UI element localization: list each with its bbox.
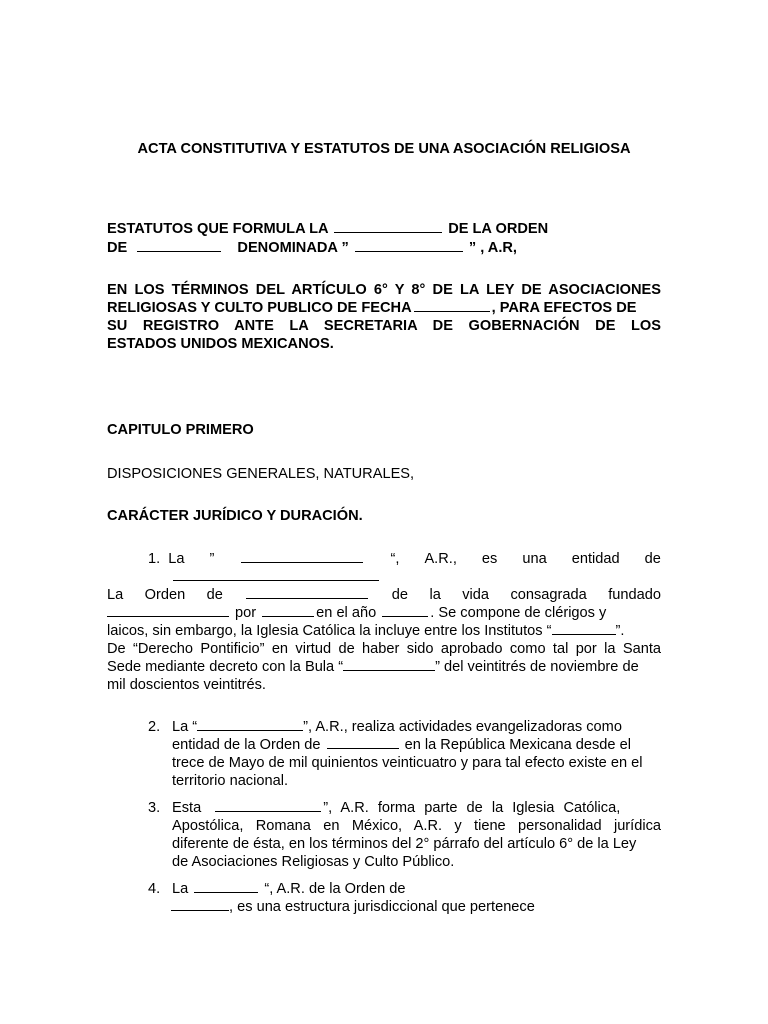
header-text: DE LA ORDEN	[448, 221, 549, 237]
item-2-line-2	[172, 736, 631, 754]
item-text: en la República Mexicana desde el	[404, 737, 631, 753]
item-3-line-1	[172, 799, 661, 817]
item-text: “, A.R. de la Orden de	[264, 881, 406, 897]
blank-field[interactable]	[107, 604, 229, 617]
blank-field[interactable]	[241, 550, 363, 563]
header-text: DENOMINADA ”	[237, 240, 349, 256]
list-number: 1.	[148, 551, 161, 567]
item-text: consagrada	[510, 587, 587, 603]
blank-field[interactable]	[246, 586, 368, 599]
item-text: laicos, sin embargo, la Iglesia Católica la incluye entre los Institutos “	[107, 623, 552, 639]
item-1-line-4	[107, 604, 606, 622]
blank-field[interactable]	[197, 718, 303, 731]
item-text: entidad de la Orden de	[172, 737, 321, 753]
item-text: A.R.,	[424, 551, 457, 567]
terms-line-2	[107, 299, 661, 317]
item-text: en el año	[316, 605, 377, 621]
item-text: “,	[390, 551, 400, 567]
item-text: Esta	[172, 800, 202, 816]
item-text: por	[235, 605, 257, 621]
blank-field[interactable]	[137, 239, 221, 252]
terms-line-4: ESTADOS UNIDOS MEXICANOS.	[107, 336, 334, 352]
item-4-line-1	[172, 880, 406, 898]
item-text: de	[644, 551, 661, 567]
blank-field[interactable]	[343, 658, 435, 671]
item-text: La	[107, 587, 124, 603]
terms-line-3: SU REGISTRO ANTE LA SECRETARIA DE GOBERNACIÓN DE LOS	[107, 318, 661, 334]
item-text: . Se compone de clérigos y	[430, 605, 607, 621]
item-text: entidad	[571, 551, 620, 567]
list-number: 2.	[148, 719, 161, 735]
item-1-line-6: De “Derecho Pontificio” en virtud de haber sido aprobado como tal por la Santa	[107, 641, 661, 657]
item-text: , es una estructura jurisdiccional que pertenece	[229, 899, 535, 915]
item-2-line-1	[172, 718, 622, 736]
blank-field[interactable]	[414, 299, 490, 312]
item-3-line-4: de Asociaciones Religiosas y Culto Público.	[172, 854, 455, 870]
item-text: de	[391, 587, 409, 603]
item-text: Orden	[144, 587, 186, 603]
blank-field[interactable]	[194, 880, 258, 893]
item-1-line-1	[148, 550, 661, 568]
item-3-line-2: Apostólica, Romana en México, A.R. y tiene personalidad jurídica	[172, 818, 661, 834]
list-number: 4.	[148, 881, 161, 897]
item-4-line-2	[171, 898, 535, 916]
document-title: ACTA CONSTITUTIVA Y ESTATUTOS DE UNA ASOCIACIÓN RELIGIOSA	[137, 141, 631, 157]
item-text: una	[522, 551, 547, 567]
blank-field[interactable]	[355, 239, 463, 252]
blank-field[interactable]	[215, 799, 321, 812]
blank-field[interactable]	[327, 736, 399, 749]
header-line-1	[107, 220, 548, 238]
blank-field[interactable]	[171, 898, 229, 911]
header-line-2	[107, 239, 517, 257]
section-subtitle: DISPOSICIONES GENERALES, NATURALES,	[107, 466, 415, 482]
terms-line-1: EN LOS TÉRMINOS DEL ARTÍCULO 6° Y 8° DE LA LEY DE ASOCIACIONES	[107, 282, 661, 298]
item-text: fundado	[608, 587, 661, 603]
item-1-line-8: mil doscientos veintitrés.	[107, 677, 266, 693]
item-text: ”, A.R. forma parte de la Iglesia Católica,	[323, 800, 621, 816]
list-number: 3.	[148, 800, 161, 816]
blank-field[interactable]	[382, 604, 428, 617]
item-text: ” del veintitrés de noviembre de	[435, 659, 639, 675]
item-text: ”, A.R., realiza actividades evangelizadoras como	[303, 719, 622, 735]
item-2-line-4: territorio nacional.	[172, 773, 288, 789]
blank-field[interactable]	[262, 604, 314, 617]
item-text: ”	[209, 551, 215, 567]
blank-field[interactable]	[334, 220, 442, 233]
terms-text: RELIGIOSAS Y CULTO PUBLICO DE FECHA	[107, 300, 412, 316]
item-1-line-2	[173, 568, 379, 586]
section-heading: CARÁCTER JURÍDICO Y DURACIÓN.	[107, 508, 363, 524]
terms-text: , PARA EFECTOS DE	[491, 300, 637, 316]
item-text: La	[168, 551, 185, 567]
item-3-line-3: diferente de ésta, en los términos del 2° párrafo del artículo 6° de la Ley	[172, 836, 637, 852]
blank-field[interactable]	[173, 568, 379, 581]
item-text: la	[429, 587, 441, 603]
item-text: La	[172, 881, 189, 897]
item-text: La “	[172, 719, 198, 735]
item-text: Sede mediante decreto con la Bula “	[107, 659, 344, 675]
header-text: ESTATUTOS QUE FORMULA LA	[107, 221, 329, 237]
item-text: de	[206, 587, 223, 603]
item-1-line-3	[107, 586, 661, 604]
chapter-heading: CAPITULO PRIMERO	[107, 422, 254, 438]
item-2-line-3: trece de Mayo de mil quinientos veinticuatro y para tal efecto existe en el	[172, 755, 643, 771]
item-text: ”.	[615, 623, 625, 639]
item-1-line-5	[107, 622, 624, 640]
header-text: ” , A.R,	[468, 240, 517, 256]
blank-field[interactable]	[552, 622, 616, 635]
header-text: DE	[107, 240, 128, 256]
item-text: vida	[462, 587, 490, 603]
item-text: es	[481, 551, 498, 567]
item-1-line-7	[107, 658, 639, 676]
